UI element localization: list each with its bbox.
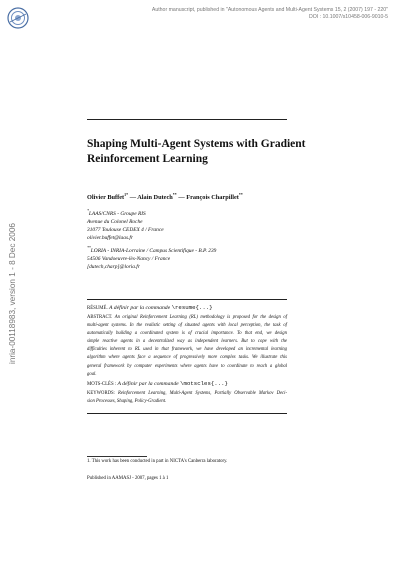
footnote-rule: [87, 456, 147, 457]
abstract-line: multi-agent systems. In the realistic setting of situated agents with local perception, the task of: [87, 323, 287, 329]
abstract-top-rule: [87, 299, 287, 300]
affiliation-2-line: 54506 Vandoeuvre-lès-Nancy / France: [87, 255, 171, 262]
author-3-mark: **: [238, 192, 243, 197]
abstract-line: An original Reinforcement Learning (RL) methodology is proposed for the design of: [114, 315, 287, 320]
published-line: Published in AAMASJ - 2007, pages 1 à 1: [87, 476, 169, 481]
keywords-line: Reinforcement Learning, Multi-Agent Systems, Partially Observable Markov Deci-: [117, 391, 287, 396]
resume-text: A définir par la commande: [108, 305, 172, 311]
motscles-label: MOTS-CLÉS :: [87, 382, 117, 387]
hal-logo-icon: [7, 7, 29, 29]
abstract-line: general framework by computer experiments where agents have to coordinate to reach a global: [87, 363, 287, 369]
affiliation-1-line: LAAS/CNRS - Groupe RIS: [88, 210, 146, 217]
abstract-bottom-rule: [87, 413, 287, 414]
author-2-mark: **: [172, 192, 177, 197]
author-1: Olivier Buffet: [87, 194, 125, 202]
hal-id-text: inria-00118983, version 1 - 8 Dec 2006: [8, 223, 17, 364]
footnote: 1. This work has been conducted in part in NICTA's Canberra laboratory.: [87, 459, 228, 464]
affiliation-2: [87, 244, 216, 271]
hal-id-sidebar: [6, 214, 18, 364]
affiliation-1-line: 31077 Toulouse CEDEX 4 / France: [87, 226, 164, 233]
resume-command: \resume{...}: [171, 304, 213, 311]
title-top-rule: [87, 119, 287, 120]
abstract-label: ABSTRACT.: [87, 315, 113, 320]
header-line-1: Author manuscript, published in "Autonomous Agents and Multi-Agent Systems 15, 2 (2007) 197 - 220": [151, 7, 388, 13]
affiliation-2-mark: **: [87, 246, 91, 250]
affiliation-1-email: olivier.buffet@laas.fr: [87, 234, 133, 241]
affiliation-1: [87, 207, 164, 242]
abstract-line: automatically building a coordinated system is of crucial importance. To that end, we design: [87, 331, 287, 337]
header-line-2: DOI : 10.1007/s10458-006-9010-5: [308, 13, 388, 20]
abstract-line: algorithm where agents face a sequence of progressively more complex tasks. We illustrate this: [87, 355, 287, 361]
abstract: [87, 314, 287, 379]
author-separator-1: —: [128, 194, 138, 202]
abstract-line: goal.: [87, 371, 97, 377]
affiliation-2-line: LORIA - INRIA-Lorraine / Campus Scientifique - B.P. 239: [90, 247, 217, 254]
resume-line: [87, 304, 213, 311]
motscles-line: [87, 380, 228, 387]
affiliation-1-line: Avenue du Colonel Roche: [87, 218, 143, 225]
affiliation-2-email: [dutech,charp]@loria.fr: [87, 263, 140, 270]
publication-header: [152, 7, 388, 20]
author-2: Alain Dutech: [137, 194, 173, 202]
author-separator-2: —: [176, 194, 187, 202]
affiliation-1-mark: *: [87, 209, 89, 213]
resume-label: RÉSUMÉ.: [87, 306, 108, 311]
keywords-line: sion Processes, Shaping, Policy-Gradient.: [87, 399, 167, 405]
author-list: [87, 192, 243, 201]
motscles-text: A définir par la commande: [117, 381, 181, 387]
motscles-command: \motscles{...}: [180, 380, 228, 387]
keywords-label: KEYWORDS:: [87, 391, 115, 396]
paper-title: Shaping Multi-Agent Systems with Gradient Reinforcement Learning: [87, 138, 306, 165]
abstract-line: simple reactive agents in a decentralized way as independent learners. But to cope with the: [87, 339, 287, 345]
author-1-mark: 1*: [124, 192, 129, 197]
author-3: François Charpillet: [186, 194, 239, 202]
abstract-line: difficulties inherent to RL used in that framework, we have developed an incremental learning: [87, 347, 287, 353]
keywords: [87, 390, 287, 406]
